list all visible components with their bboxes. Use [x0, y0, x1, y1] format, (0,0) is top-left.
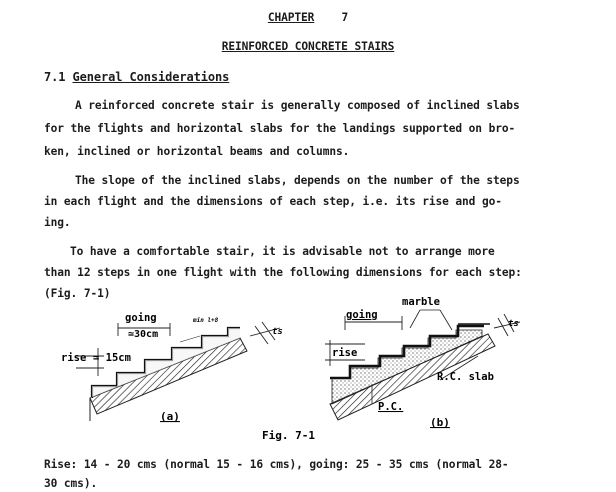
paragraph-3-line-3: (Fig. 7-1) [44, 287, 111, 300]
fig-a-rise-label: rise [61, 352, 87, 364]
paragraph-3-line-2: than 12 steps in one flight with the following dimensions for each step: [44, 266, 522, 279]
fig-a-min-label: min l+8 [193, 317, 219, 324]
chapter-number: 7 [341, 11, 349, 24]
paragraph-1-line-1: A reinforced concrete stair is generally composed of inclined slabs [75, 99, 520, 112]
paragraph-1-line-2: for the flights and horizontal slabs for the landings supported on bro- [44, 122, 516, 135]
stair-figure [0, 296, 616, 456]
chapter-label: CHAPTER [267, 11, 315, 24]
fig-b-going-label: going [346, 309, 378, 321]
fig-a-caption: (a) [160, 410, 180, 423]
fig-a-going-value: ≃30cm [128, 329, 159, 340]
section-title: General Considerations [72, 70, 230, 84]
chapter-title: REINFORCED CONCRETE STAIRS [221, 40, 395, 53]
figure-b-stair [325, 310, 520, 420]
paragraph-2-line-2: in each flight and the dimensions of each step, i.e. its rise and go- [44, 195, 502, 208]
fig-b-marble-label: marble [402, 296, 440, 308]
footer-line-1: Rise: 14 - 20 cms (normal 15 - 16 cms), going: 25 - 35 cms (normal 28- [44, 458, 509, 471]
fig-b-pc-label: P.C. [378, 401, 404, 413]
fig-a-going-label: going [125, 312, 157, 324]
section-number: 7.1 [44, 70, 66, 84]
fig-a-ts-label: ts [272, 327, 283, 337]
fig-b-caption: (b) [430, 416, 450, 429]
footer-line-2: 30 cms). [44, 477, 98, 490]
fig-b-rc-slab-label: R.C. slab [437, 371, 494, 383]
chapter-heading [0, 11, 616, 25]
paragraph-2-line-3: ing. [44, 216, 71, 229]
fig-b-ts-label: ts [508, 319, 519, 329]
paragraph-3-line-1: To have a comfortable stair, it is advisable not to arrange more [70, 245, 495, 258]
figure-a-stair [76, 322, 280, 421]
paragraph-2-line-1: The slope of the inclined slabs, depends on the number of the steps [75, 174, 520, 187]
section-heading [44, 70, 229, 84]
paragraph-1-line-3: ken, inclined or horizontal beams and columns. [44, 145, 350, 158]
fig-b-rise-label: rise [332, 347, 358, 359]
fig-a-rise-value: ≃ 15cm [93, 352, 131, 364]
figure-caption: Fig. 7-1 [262, 429, 315, 442]
